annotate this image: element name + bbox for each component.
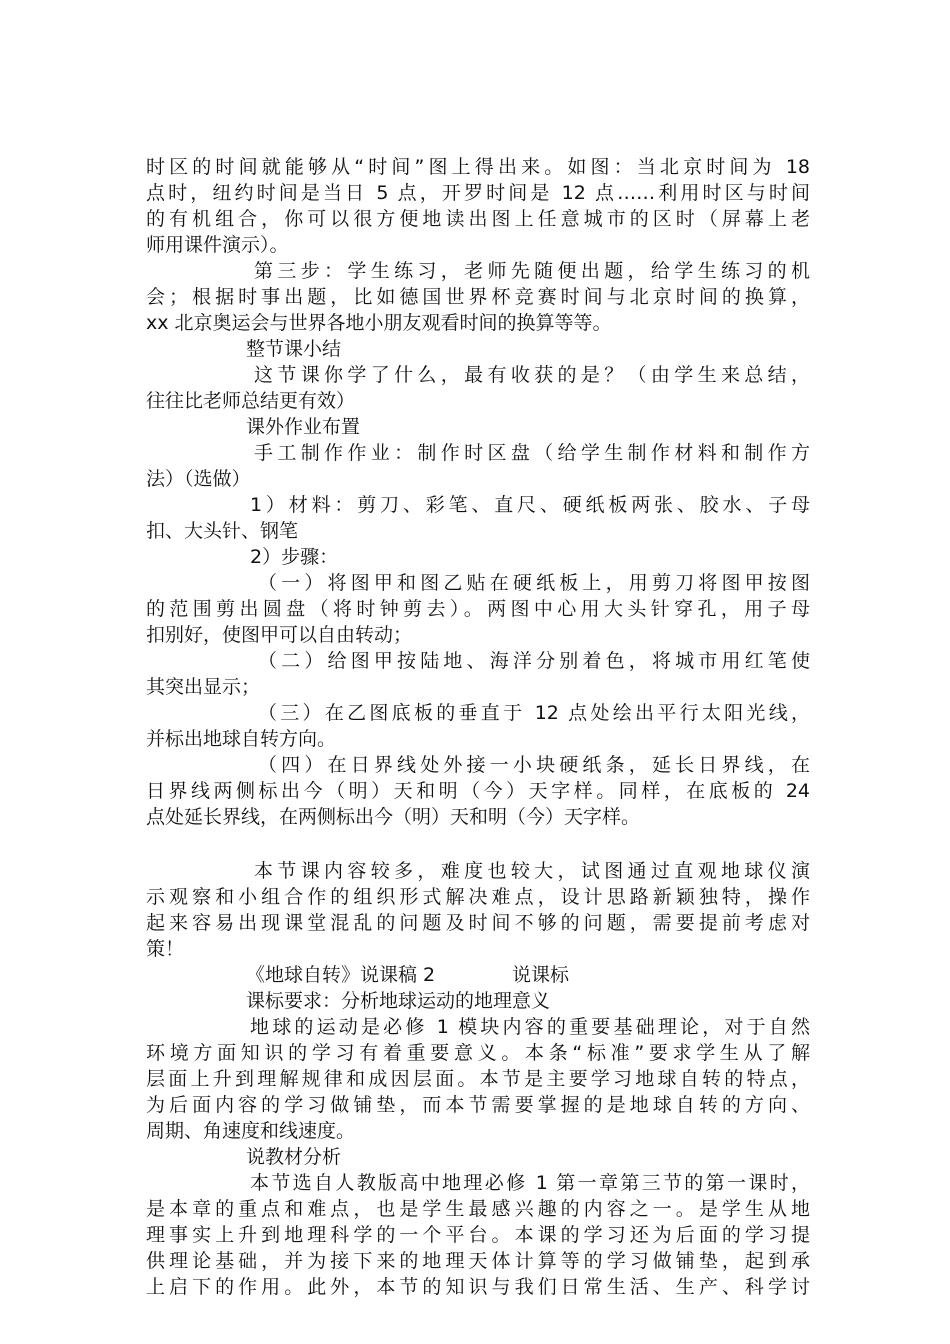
text-line: 本节课内容较多，难度也较大，试图通过直观地球仪演 — [254, 860, 810, 882]
text-line: 师用课件演示）。 — [146, 234, 289, 256]
text-line: 往往比老师总结更有效） — [146, 390, 356, 412]
text-line: 法）（选做） — [146, 468, 251, 490]
text-line: 会；根据时事出题，比如德国世界杯竞赛时间与北京时间的换算， — [146, 286, 810, 308]
text-line: 其突出显示； — [146, 676, 261, 698]
text-line: 的范围剪出圆盘（将时钟剪去）。两图中心用大头针穿孔，用子母 — [146, 598, 810, 620]
text-line: （四）在日界线处外接一小块硬纸条，延长日界线，在 — [258, 754, 810, 776]
text-line: 手工制作作业：制作时区盘（给学生制作材料和制作方 — [254, 442, 810, 464]
text-line: 周期、角速度和线速度。 — [146, 1120, 356, 1142]
text-line: 上启下的作用。此外，本节的知识与我们日常生活、生产、科学讨 — [146, 1276, 810, 1298]
text-line: 课标要求：分析地球运动的地理意义 — [246, 990, 551, 1012]
document-title: 《地球自转》说课稿 2 — [246, 964, 436, 986]
text-line: 这节课你学了什么，最有收获的是？（由学生来总结， — [254, 364, 810, 386]
text-line: xx 北京奥运会与世界各地小朋友观看时间的换算等等。 — [146, 312, 612, 334]
text-line: 2）步骤： — [250, 546, 339, 568]
text-line: 理事实上升到地理科学的一个平台。本课的学习还为后面的学习提 — [146, 1224, 810, 1246]
text-line: （二）给图甲按陆地、海洋分别着色，将城市用红笔使 — [258, 650, 810, 672]
text-line: 时区的时间就能够从“时间”图上得出来。如图：当北京时间为 18 — [146, 156, 810, 178]
text-line: 供理论基础，并为接下来的地理天体计算等的学习做铺垫，起到承 — [146, 1250, 810, 1272]
section-heading: 课外作业布置 — [246, 416, 361, 438]
text-line: 日界线两侧标出今（明）天和明（今）天字样。同样，在底板的 24 — [146, 780, 810, 802]
text-line: 策！ — [146, 938, 185, 960]
text-line: （三）在乙图底板的垂直于 12 点处绘出平行太阳光线， — [258, 702, 810, 724]
text-line: 起来容易出现课堂混乱的问题及时间不够的问题，需要提前考虑对 — [146, 912, 810, 934]
text-line: 本节选自人教版高中地理必修 1 第一章第三节的第一课时， — [250, 1172, 810, 1194]
text-line: 1）材料：剪刀、彩笔、直尺、硬纸板两张、胶水、子母 — [250, 494, 810, 516]
text-line: 的有机组合，你可以很方便地读出图上任意城市的区时（屏幕上老 — [146, 208, 810, 230]
text-line: 层面上升到理解规律和成因层面。本节是主要学习地球自转的特点， — [146, 1068, 810, 1090]
text-line: 扣别好，使图甲可以自由转动； — [146, 624, 413, 646]
text-line: 是本章的重点和难点，也是学生最感兴趣的内容之一。是学生从地 — [146, 1198, 810, 1220]
section-heading: 说课标 — [512, 964, 570, 986]
text-line: （一）将图甲和图乙贴在硬纸板上，用剪刀将图甲按图 — [258, 572, 810, 594]
text-line: 点处延长界线，在两侧标出今（明）天和明（今）天字样。 — [146, 806, 641, 828]
section-heading: 说教材分析 — [246, 1146, 342, 1168]
text-line: 环境方面知识的学习有着重要意义。本条“标准”要求学生从了解 — [146, 1042, 810, 1064]
text-line: 并标出地球自转方向。 — [146, 728, 337, 750]
text-line: 点时，纽约时间是当日 5 点，开罗时间是 12 点……利用时区与时间 — [146, 182, 810, 204]
text-line: 扣、大头针、钢笔 — [146, 520, 299, 542]
section-heading: 整节课小结 — [246, 338, 342, 360]
text-line: 示观察和小组合作的组织形式解决难点，设计思路新颖独特，操作 — [146, 886, 810, 908]
text-line: 为后面内容的学习做铺垫，而本节需要掌握的是地球自转的方向、 — [146, 1094, 810, 1116]
text-line: 地球的运动是必修 1 模块内容的重要基础理论，对于自然 — [250, 1016, 810, 1038]
text-line: 第三步：学生练习，老师先随便出题，给学生练习的机 — [254, 260, 810, 282]
